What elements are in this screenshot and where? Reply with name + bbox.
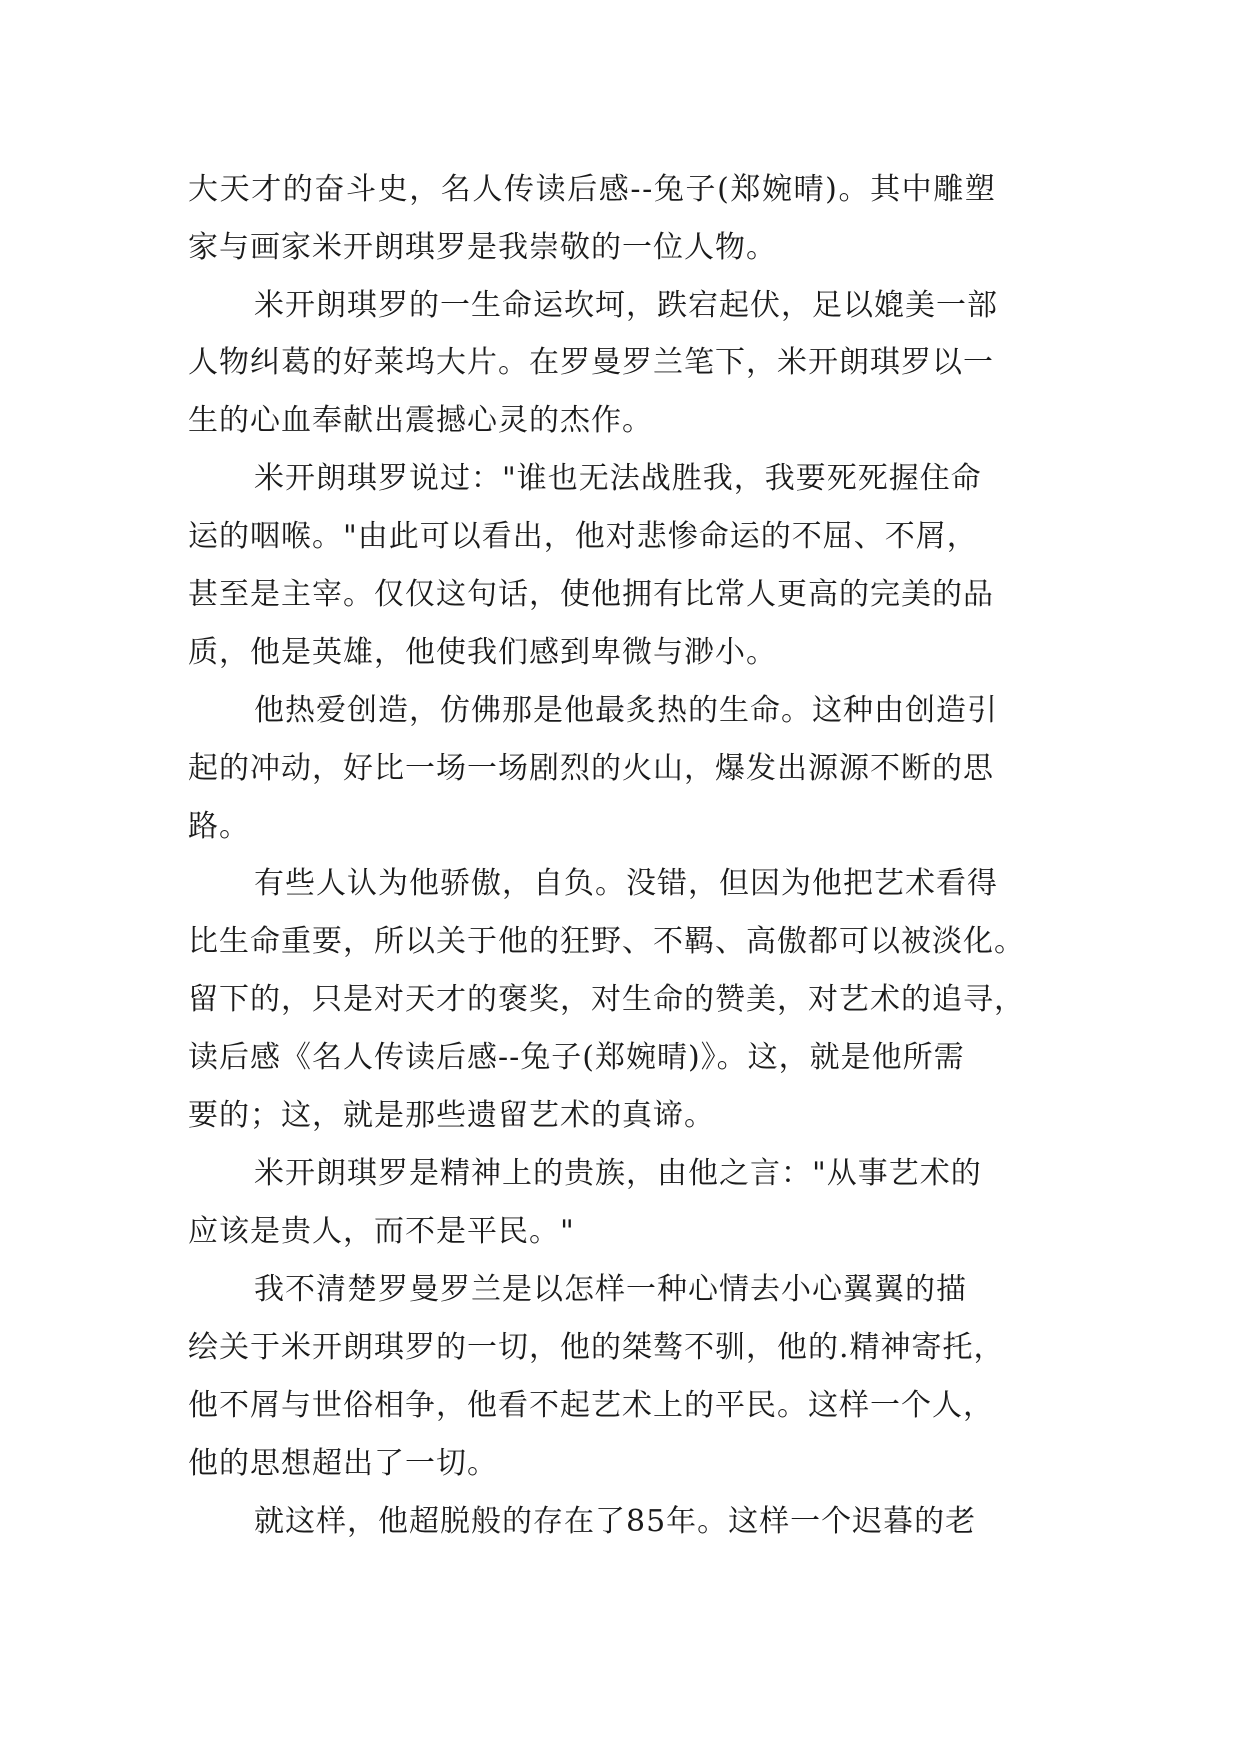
text-line: 有些人认为他骄傲，自负。没错，但因为他把艺术看得 xyxy=(254,866,998,901)
text-line: 我不清楚罗曼罗兰是以怎样一种心情去小心翼翼的描 xyxy=(254,1272,967,1307)
text-line: 人物纠葛的好莱坞大片。在罗曼罗兰笔下，米开朗琪罗以一 xyxy=(188,345,994,380)
text-line: 生的心血奉献出震撼心灵的杰作。 xyxy=(188,403,653,438)
text-line: 米开朗琪罗的一生命运坎坷，跌宕起伏，足以媲美一部 xyxy=(254,288,998,323)
text-line: 留下的，只是对天才的褒奖，对生命的赞美，对艺术的追寻， xyxy=(188,982,1025,1017)
text-line: 运的咽喉。"由此可以看出，他对悲惨命运的不屈、不屑， xyxy=(188,519,978,554)
text-line: 他的思想超出了一切。 xyxy=(188,1446,498,1481)
text-line: 应该是贵人，而不是平民。" xyxy=(188,1214,575,1249)
text-line: 他热爱创造，仿佛那是他最炙热的生命。这种由创造引 xyxy=(254,693,998,728)
text-line: 起的冲动，好比一场一场剧烈的火山，爆发出源源不断的思 xyxy=(188,751,994,786)
text-line: 质，他是英雄，他使我们感到卑微与渺小。 xyxy=(188,635,777,670)
text-line: 甚至是主宰。仅仅这句话，使他拥有比常人更高的完美的品 xyxy=(188,577,994,612)
text-line: 家与画家米开朗琪罗是我崇敬的一位人物。 xyxy=(188,230,777,265)
text-line: 路。 xyxy=(188,809,250,844)
text-line: 米开朗琪罗说过："谁也无法战胜我，我要死死握住命 xyxy=(254,461,982,496)
text-line: 就这样，他超脱般的存在了85年。这样一个迟暮的老 xyxy=(254,1504,977,1539)
text-line: 比生命重要，所以关于他的狂野、不羁、高傲都可以被淡化。 xyxy=(188,924,1025,959)
text-line: 米开朗琪罗是精神上的贵族，由他之言："从事艺术的 xyxy=(254,1156,982,1191)
text-line: 大天才的奋斗史，名人传读后感--兔子(郑婉晴)。其中雕塑 xyxy=(188,172,997,207)
text-line: 绘关于米开朗琪罗的一切，他的桀骜不驯，他的.精神寄托， xyxy=(188,1330,1005,1365)
text-line: 他不屑与世俗相争，他看不起艺术上的平民。这样一个人， xyxy=(188,1388,994,1423)
text-line: 读后感《名人传读后感--兔子(郑婉晴)》。这，就是他所需 xyxy=(188,1040,965,1075)
text-line: 要的；这，就是那些遗留艺术的真谛。 xyxy=(188,1098,715,1133)
